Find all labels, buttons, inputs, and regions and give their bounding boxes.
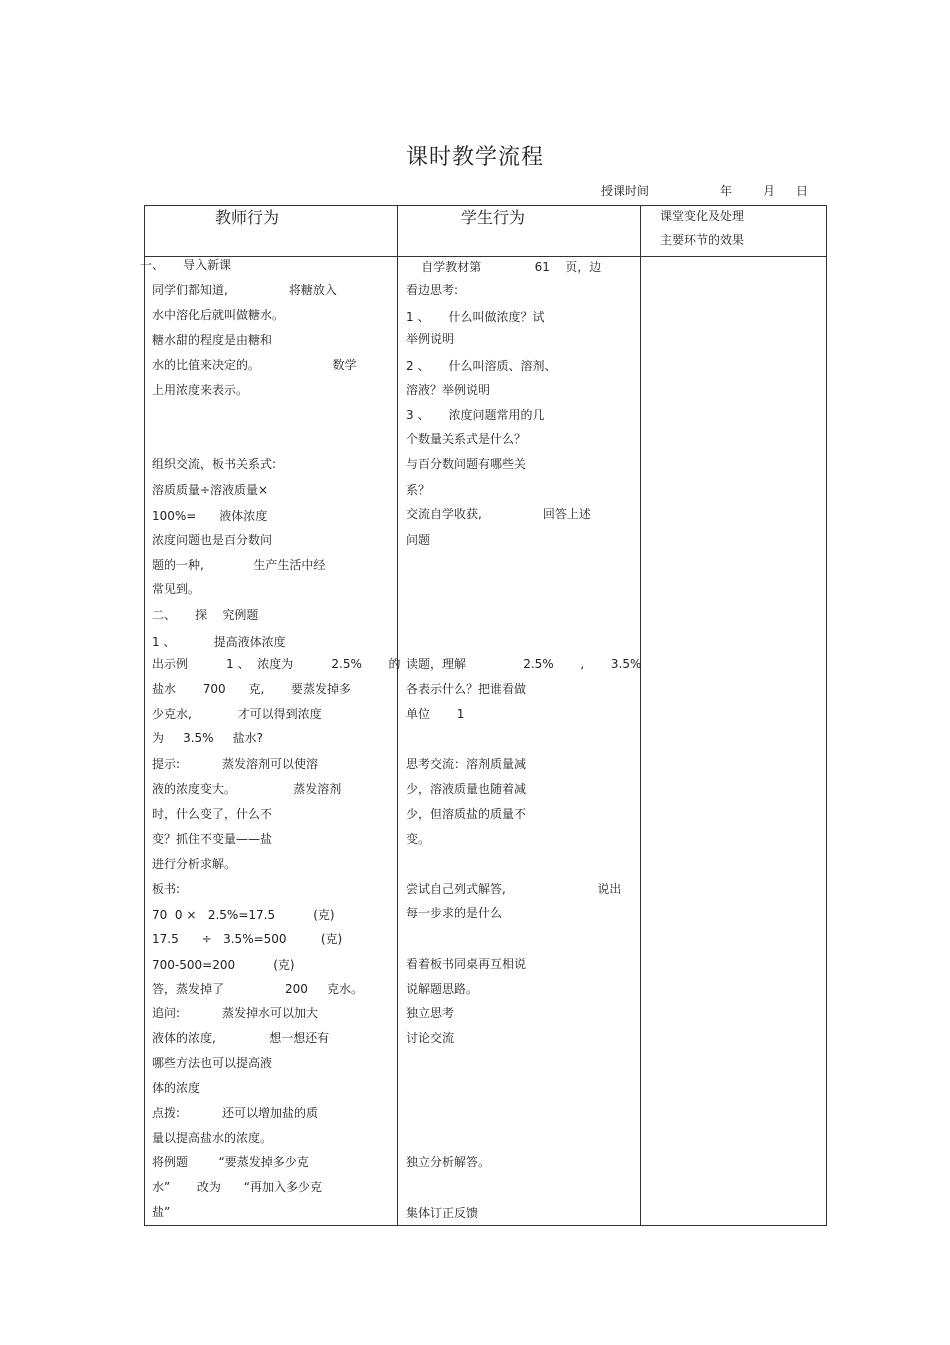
teacher-line: 少克水, 才可以得到浓度: [152, 707, 322, 721]
student-line: 说解题思路。: [406, 982, 479, 996]
student-line: 交流自学收获, 回答上述: [406, 507, 591, 521]
teacher-line: 组织交流，板书关系式:: [152, 457, 277, 471]
column-divider-1: [397, 205, 398, 1226]
student-line: 个数量关系式是什么？: [406, 432, 527, 446]
teacher-line: 体的浓度: [152, 1081, 201, 1095]
teacher-line: 水中溶化后就叫做糖水。: [152, 308, 285, 322]
student-line: 讨论交流: [406, 1031, 455, 1045]
student-line: 自学教材第 61 页，边: [406, 260, 602, 274]
teacher-line: 常见到。: [152, 582, 201, 596]
notes-column-header-line1: 课堂变化及处理: [660, 209, 745, 223]
teacher-line: 同学们都知道, 将糖放入: [152, 283, 337, 297]
teacher-line: 板书:: [152, 882, 181, 896]
teacher-line: 将例题 “要蒸发掉多少克: [152, 1155, 309, 1169]
teacher-line: 出示例 1 、 浓度为 2.5% 的: [152, 657, 401, 671]
student-line: 独立思考: [406, 1006, 455, 1020]
teaching-time-label: 授课时间: [601, 184, 650, 198]
teacher-line: 题的一种, 生产生活中经: [152, 558, 326, 572]
student-column-header: 学生行为: [461, 208, 526, 227]
teacher-line: 提示: 蒸发溶剂可以使溶: [152, 757, 319, 771]
teacher-line: 点拨: 还可以增加盐的质: [152, 1106, 319, 1120]
teacher-line: 液体的浓度, 想一想还有: [152, 1031, 330, 1045]
teacher-line: 17.5 ÷ 3.5%=500 (克): [152, 932, 343, 946]
header-divider: [144, 256, 827, 257]
teacher-line: 量以提高盐水的浓度。: [152, 1131, 273, 1145]
student-line: 2 、 什么叫溶质、溶剂、: [406, 359, 557, 373]
table-bottom-border: [144, 1225, 827, 1226]
student-line: 集体订正反馈: [406, 1206, 479, 1220]
student-line: 尝试自己列式解答, 说出: [406, 882, 622, 896]
student-line: 各表示什么？把谁看做: [406, 682, 527, 696]
teacher-line: 水” 改为 “再加入多少克: [152, 1180, 323, 1194]
teacher-line: 时，什么变了，什么不: [152, 807, 273, 821]
student-line: 看边思考:: [406, 283, 459, 297]
teacher-line: 700-500=200 (克): [152, 958, 295, 972]
notes-column-header-line2: 主要环节的效果: [660, 233, 745, 247]
teacher-line: 浓度问题也是百分数问: [152, 533, 273, 547]
teacher-line: 液的浓度变大。 蒸发溶剂: [152, 782, 342, 796]
student-line: 读题，理解 2.5% , 3.5%: [406, 657, 642, 671]
teacher-line: 追问: 蒸发掉水可以加大: [152, 1006, 319, 1020]
teacher-line: 糖水甜的程度是由糖和: [152, 333, 273, 347]
student-line: 少，但溶质盐的质量不: [406, 807, 527, 821]
teacher-line: 70 0 × 2.5%=17.5 (克): [152, 908, 335, 922]
teacher-line: 进行分析求解。: [152, 857, 237, 871]
teacher-line: 溶质质量÷溶液质量×: [152, 483, 269, 497]
table-right-border: [826, 205, 827, 1226]
teacher-line: 100%= 液体浓度: [152, 509, 268, 523]
teacher-line: 答，蒸发掉了 200 克水。: [152, 982, 364, 996]
teacher-line: 变？抓住不变量——盐: [152, 832, 273, 846]
page-title: 课时教学流程: [405, 145, 544, 170]
teacher-line: 1 、 提高液体浓度: [152, 635, 286, 649]
month-label: 月: [763, 184, 776, 198]
student-line: 问题: [406, 533, 431, 547]
table-left-border: [144, 205, 145, 1226]
teacher-line: 盐”: [152, 1205, 171, 1219]
teacher-line: 水的比值来决定的。 数学: [152, 358, 357, 372]
student-line: 系？: [406, 483, 431, 497]
teacher-line: 一、 导入新课: [140, 258, 232, 272]
student-line: 与百分数问题有哪些关: [406, 457, 527, 471]
student-line: 看着板书同桌再互相说: [406, 957, 527, 971]
teacher-line: 上用浓度来表示。: [152, 383, 249, 397]
student-line: 变。: [406, 832, 431, 846]
year-label: 年: [720, 184, 733, 198]
day-label: 日: [796, 184, 809, 198]
teacher-line: 盐水 700 克, 要蒸发掉多: [152, 682, 352, 696]
student-line: 每一步求的是什么: [406, 906, 503, 920]
student-line: 举例说明: [406, 332, 455, 346]
student-line: 3 、 浓度问题常用的几: [406, 408, 545, 422]
teacher-line: 哪些方法也可以提高液: [152, 1056, 273, 1070]
student-line: 思考交流：溶剂质量减: [406, 757, 527, 771]
teacher-line: 二、 探 究例题: [152, 608, 259, 622]
teacher-line: 为 3.5% 盐水?: [152, 731, 264, 745]
student-line: 少，溶液质量也随着减: [406, 782, 527, 796]
student-line: 单位 1: [406, 707, 465, 721]
student-line: 1 、 什么叫做浓度？试: [406, 310, 545, 324]
student-line: 溶液？举例说明: [406, 383, 491, 397]
student-line: 独立分析解答。: [406, 1155, 491, 1169]
teacher-column-header: 教师行为: [215, 208, 280, 227]
column-divider-2: [640, 205, 641, 1226]
